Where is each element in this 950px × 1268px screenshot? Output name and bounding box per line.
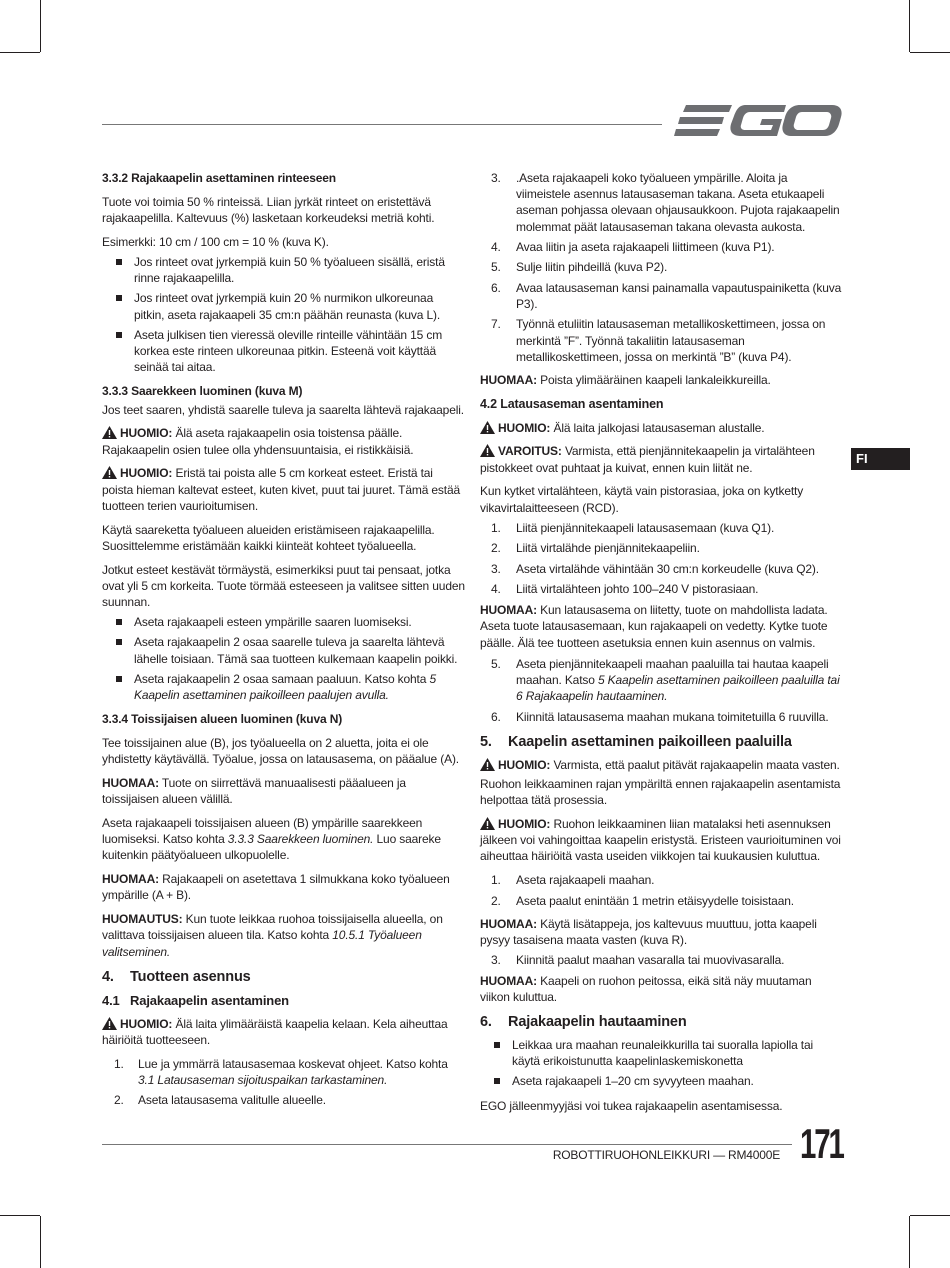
step-text: Kiinnitä paalut maahan vasaralla tai muovivasaralla.: [516, 953, 785, 968]
subsection-heading: [102, 992, 465, 1010]
cross-reference: 3.1 Latausaseman sijoituspaikan tarkastaminen.: [138, 1073, 388, 1088]
cross-reference: 5 Kaapelin asettaminen paikoilleen paalujen avulla.: [134, 671, 436, 703]
numbered-step: [480, 239, 843, 255]
step-number: 4.: [491, 240, 501, 254]
crop-mark: [910, 52, 950, 53]
bullet-item: [102, 290, 465, 322]
note-label: HUOMAA:: [480, 372, 537, 387]
chapter-heading: [102, 968, 465, 986]
warning-icon: [102, 466, 117, 479]
bullet-text: Aseta rajakaapeli 1–20 cm syvyyteen maahan.: [512, 1074, 754, 1089]
step-number: 3.: [491, 561, 501, 576]
note-text: Kun tuote leikkaa ruohoa toissijaisella alueella, on valittava toissijaisen alueen tila. Katso kohta: [102, 912, 443, 943]
caution-label: HUOMIO:: [498, 420, 551, 435]
caution-text: Älä laita ylimääräistä kaapelia kelaan. Kela aiheuttaa häiriöitä tuotteeseen.: [102, 1016, 448, 1048]
note: [480, 973, 843, 1005]
step-text: Avaa liitin ja aseta rajakaapeli liittimeen (kuva P1).: [516, 240, 775, 254]
numbered-step: [480, 259, 843, 275]
paragraph-text: Luo saareke kuitenkin päätyöalueen ulkopuolelle.: [102, 832, 441, 863]
step-number: 3.: [491, 953, 501, 968]
footer-text: ROBOTTIRUOHONLEIKKURI — RM4000E: [552, 1148, 780, 1162]
bullet-icon: [116, 295, 122, 301]
note-label: HUOMAUTUS:: [102, 912, 183, 927]
note: [480, 372, 843, 388]
paragraph: Tuote voi toimia 50 % rinteissä. Liian jyrkät rinteet on eristettävä rajakaapelilla. Kaltevuus (%) lasketaan korkeudeksi metriä kohti.: [102, 194, 435, 225]
crop-mark: [0, 1215, 40, 1216]
numbered-step: [480, 952, 843, 968]
note-text: Kaapeli on ruohon peitossa, eikä sitä näy muutaman viikon kuluttua.: [480, 973, 812, 1004]
bullet-text: Aseta rajakaapelin 2 osaa samaan paaluun. Katso kohta: [134, 671, 430, 686]
language-tab: [851, 448, 910, 470]
step-number: 2.: [491, 893, 501, 908]
step-number: 1.: [491, 520, 501, 535]
bullet-item: [480, 1037, 843, 1069]
paragraph: Jotkut esteet kestävät törmäystä, esimerkiksi puut tai pensaat, jotka ovat yli 5 cm korkeita. Tuote törmää esteeseen ja valitsee sitten uuden suunnan.: [102, 562, 465, 610]
numbered-step: [102, 1092, 465, 1108]
step-text: Avaa latausaseman kansi painamalla vapautuspainiketta (kuva P3).: [516, 280, 842, 311]
numbered-step: [480, 656, 843, 705]
paragraph: Tee toissijainen alue (B), jos työalueella on 2 aluetta, joita ei ole yhdistetty käytävällä. Työalue, jossa on latausasema, on pääalue (A).: [102, 736, 459, 767]
step-text: Työnnä etuliitin latausaseman metallikoskettimeen, jossa on merkintä ”F”. Työnnä takaliitin latausaseman metallikoskettimeen, jossa on merkintä ”B” (kuva P4).: [516, 317, 826, 364]
caution-label: HUOMIO:: [120, 466, 173, 481]
numbered-step: [480, 893, 843, 909]
note: [480, 602, 843, 651]
section-title: 3.3.3 Saarekkeen luominen (kuva M): [102, 384, 303, 399]
chapter-title: Rajakaapelin hautaaminen: [508, 1013, 687, 1030]
numbered-step: [102, 1056, 465, 1088]
crop-mark: [909, 0, 910, 52]
right-column: [480, 170, 843, 1121]
step-text: Aseta virtalähde vähintään 30 cm:n korkeudelle (kuva Q2).: [516, 561, 819, 576]
bullet-item: [480, 1073, 843, 1089]
numbered-step: [480, 561, 843, 577]
caution-label: HUOMIO:: [498, 757, 551, 772]
crop-mark: [910, 1215, 950, 1216]
paragraph: Kun kytket virtalähteen, käytä vain pistorasiaa, joka on kytketty vikavirtalaitteeseen (RCD).: [480, 484, 804, 515]
cross-reference: 3.3.3 Saarekkeen luominen.: [227, 832, 374, 847]
note-label: HUOMAA:: [480, 603, 537, 618]
chapter-title: Tuotteen asennus: [130, 968, 251, 985]
numbered-step: [480, 170, 843, 235]
note-text: Kun latausasema on liitetty, tuote on mahdollista ladata. Aseta tuote latausasemaan, kun rajakaapeli on vedetty. Kytke tuote päälle. Älä tee tuotteen asetuksia ennen kuin asennus on valmis.: [480, 603, 828, 650]
chapter-heading: [480, 1013, 843, 1031]
step-number: 4.: [491, 581, 501, 596]
note-label: HUOMAA:: [480, 973, 537, 988]
numbered-step: [480, 709, 843, 725]
caution-label: HUOMIO:: [498, 816, 551, 831]
step-text: Aseta latausasema valitulle alueelle.: [138, 1093, 326, 1108]
section-title: 3.3.4 Toissijaisen alueen luominen (kuva N): [102, 712, 343, 727]
bullet-icon: [116, 259, 122, 265]
bullet-icon: [494, 1042, 500, 1048]
note-label: HUOMAA:: [102, 776, 159, 791]
warning-icon: [480, 421, 495, 434]
step-number: 2.: [114, 1093, 124, 1108]
chapter-title: Kaapelin asettaminen paikoilleen paaluilla: [508, 733, 792, 750]
step-number: 6.: [491, 280, 501, 295]
step-number: 2.: [491, 541, 501, 556]
note-label: HUOMAA:: [102, 872, 159, 887]
section-title: 3.3.2 Rajakaapelin asettaminen rinteeseen: [102, 171, 336, 185]
caution-text: Eristä tai poista alle 5 cm korkeat esteet. Eristä tai poista hieman kaltevat esteet, kuten kivet, puut tai juuret. Tämä estää tuotteen terien vaurioitumisen.: [102, 466, 461, 513]
warning-note: [480, 443, 843, 475]
caution-note: [480, 816, 843, 865]
step-number: 1.: [491, 873, 501, 888]
caution-note: [480, 757, 843, 773]
step-text: Aseta rajakaapeli maahan.: [516, 873, 655, 888]
bullet-item: [102, 614, 465, 630]
bullet-icon: [116, 619, 122, 625]
caution-text: Älä laita jalkojasi latausaseman alustalle.: [550, 420, 765, 435]
note-label: HUOMAA:: [480, 916, 537, 931]
crop-mark: [40, 0, 41, 52]
subsection-heading: 4.2 Latausaseman asentaminen: [480, 396, 664, 411]
caution-note: [102, 425, 465, 457]
crop-mark: [909, 1216, 910, 1268]
step-number: 5.: [491, 656, 501, 671]
step-number: 6.: [491, 709, 501, 724]
bullet-item: [102, 671, 465, 703]
numbered-step: [480, 540, 843, 556]
language-tab-label: FI: [856, 451, 868, 466]
step-number: 7.: [491, 317, 501, 332]
bullet-icon: [494, 1078, 500, 1084]
step-number: 3.: [491, 171, 501, 185]
step-text: Sulje liitin pihdeillä (kuva P2).: [516, 260, 668, 275]
numbered-step: [480, 280, 843, 312]
bullet-text: Aseta rajakaapelin 2 osaa saarelle tuleva ja saarelta lähtevä lähelle toisiaan. Tämä saa tuotteen kulkemaan kaapelin poikki.: [134, 635, 458, 666]
caution-text: Älä aseta rajakaapelin osia toistensa päälle. Rajakaapelin osien tulee olla yhdensuuntaisia, ei ristikkäisiä.: [102, 426, 414, 457]
warning-icon: [102, 426, 117, 439]
caution-note: [102, 465, 465, 514]
crop-mark: [40, 1216, 41, 1268]
numbered-step: [480, 316, 843, 365]
paragraph: [102, 815, 465, 864]
bullet-icon: [116, 332, 122, 338]
bullet-text: Jos rinteet ovat jyrkempiä kuin 50 % työalueen sisällä, eristä rinne rajakaapelilla.: [134, 255, 445, 286]
paragraph: Jos teet saaren, yhdistä saarelle tuleva ja saarelta lähtevä rajakaapeli.: [102, 402, 464, 417]
crop-mark: [0, 52, 40, 53]
step-text: Kiinnitä latausasema maahan mukana toimitetuilla 6 ruuvilla.: [516, 709, 829, 724]
caution-label: HUOMIO:: [120, 1016, 173, 1031]
bullet-icon: [116, 639, 122, 645]
caution-text: Ruohon leikkaaminen liian matalaksi heti asennuksen jälkeen voi vahingoittaa kaapelin eristystä. Eristeen vaurioituminen voi aiheuttaa häiriöitä vasta useiden viikkojen tai kuukausien kuluttua.: [480, 816, 841, 864]
note: [102, 911, 465, 960]
paragraph: Esimerkki: 10 cm / 100 cm = 10 % (kuva K).: [102, 234, 329, 249]
caution-note: [102, 1016, 465, 1048]
step-text: Aseta pienjännitekaapeli maahan paaluilla tai hautaa kaapeli maahan. Katso: [516, 656, 829, 687]
footer-rule: [102, 1144, 792, 1145]
step-text: Aseta paalut enintään 1 metrin etäisyydelle toisistaan.: [516, 893, 794, 908]
numbered-step: [480, 520, 843, 536]
step-number: 1.: [114, 1056, 124, 1071]
bullet-text: Aseta julkisen tien vieressä oleville rinteille vähintään 15 cm korkea este rinteen ulkoreunaa pitkin. Esteenä voit käyttää seinää tai aitaa.: [134, 327, 443, 375]
chapter-number: 6.: [480, 1013, 492, 1030]
note: [102, 775, 465, 807]
bullet-item: [102, 634, 465, 666]
bullet-item: [102, 254, 465, 286]
note-text: Rajakaapeli on asetettava 1 silmukkana koko työalueen ympärille (A + B).: [102, 872, 450, 903]
step-text: Liitä virtalähde pienjännitekaapeliin.: [516, 541, 700, 556]
numbered-step: [480, 581, 843, 597]
chapter-heading: [480, 733, 843, 751]
warning-icon: [102, 1017, 117, 1030]
warning-label: VAROITUS:: [498, 444, 562, 459]
numbered-step: [480, 872, 843, 888]
chapter-number: 5.: [480, 733, 492, 750]
cross-reference: 10.5.1 Työalueen valitseminen.: [102, 928, 422, 959]
bullet-text: Aseta rajakaapeli esteen ympärille saaren luomiseksi.: [134, 615, 412, 630]
step-number: 5.: [491, 260, 501, 275]
subsection-title: Rajakaapelin asentaminen: [130, 992, 289, 1008]
ego-logo: [674, 103, 842, 144]
warning-text: Varmista, että pienjännitekaapelin ja virtalähteen pistokkeet ovat puhtaat ja kuivat, ennen kuin liität ne.: [480, 444, 815, 475]
cross-reference: 5 Kaapelin asettaminen paikoilleen paaluilla tai 6 Rajakaapelin hautaaminen.: [516, 672, 840, 704]
step-text: Lue ja ymmärrä latausasemaa koskevat ohjeet. Katso kohta: [138, 1056, 448, 1071]
note-text: Poista ylimääräinen kaapeli lankaleikkureilla.: [536, 372, 771, 387]
bullet-icon: [116, 676, 122, 682]
left-column: [102, 170, 465, 1113]
paragraph: Ruohon leikkaaminen rajan ympäriltä ennen rajakaapelin asentamista helpottaa tätä prosessia.: [480, 776, 841, 808]
warning-icon: [480, 817, 495, 830]
caution-note: [480, 420, 843, 436]
bullet-text: Leikkaa ura maahan reunaleikkurilla tai suoralla lapiolla tai käytä erikoistunutta kaapelinlaskemiskonetta: [512, 1037, 814, 1069]
header-rule: [102, 124, 662, 125]
step-text: .Aseta rajakaapeli koko työalueen ympärille. Aloita ja viimeistele asennus latausaseman takana. Aseta etukaapeli aseman pohjassa olevaan ohjausaukkoon. Pujota rajakaapelin molemmat päät latausaseman takana olevasta aukosta.: [516, 171, 840, 234]
page-number: 171: [800, 1120, 843, 1167]
chapter-number: 4.: [102, 968, 114, 985]
note-text: Käytä lisätappeja, jos kaltevuus muuttuu, jotta kaapeli pysyy tasaisena maata vasten (kuva R).: [480, 916, 817, 947]
note-text: Tuote on siirrettävä manuaalisesti pääalueen ja toissijaisen alueen välillä.: [102, 776, 406, 807]
bullet-text: Jos rinteet ovat jyrkempiä kuin 20 % nurmikon ulkoreunaa pitkin, aseta rajakaapeli 35 cm:n päähän reunasta (kuva L).: [134, 291, 441, 322]
note: [102, 871, 465, 903]
bullet-item: [102, 327, 465, 376]
paragraph: Käytä saareketta työalueen alueiden eristämiseen rajakaapelilla. Suosittelemme eristämään kaikki kiinteät kohteet työalueella.: [102, 522, 435, 553]
warning-icon: [480, 444, 495, 457]
paragraph-text: Aseta rajakaapeli toissijaisen alueen (B) ympärille saarekkeen luomiseksi. Katso kohta: [102, 816, 423, 847]
step-text: Liitä virtalähteen johto 100–240 V pistorasiaan.: [516, 581, 759, 596]
warning-icon: [480, 758, 495, 771]
subsection-number: 4.1: [102, 992, 120, 1008]
caution-text: Varmista, että paalut pitävät rajakaapelin maata vasten.: [550, 757, 840, 772]
caution-label: HUOMIO:: [120, 426, 173, 441]
note: [480, 916, 843, 948]
step-text: Liitä pienjännitekaapeli latausasemaan (kuva Q1).: [516, 520, 775, 535]
paragraph: EGO jälleenmyyjäsi voi tukea rajakaapelin asentamisessa.: [480, 1098, 783, 1113]
